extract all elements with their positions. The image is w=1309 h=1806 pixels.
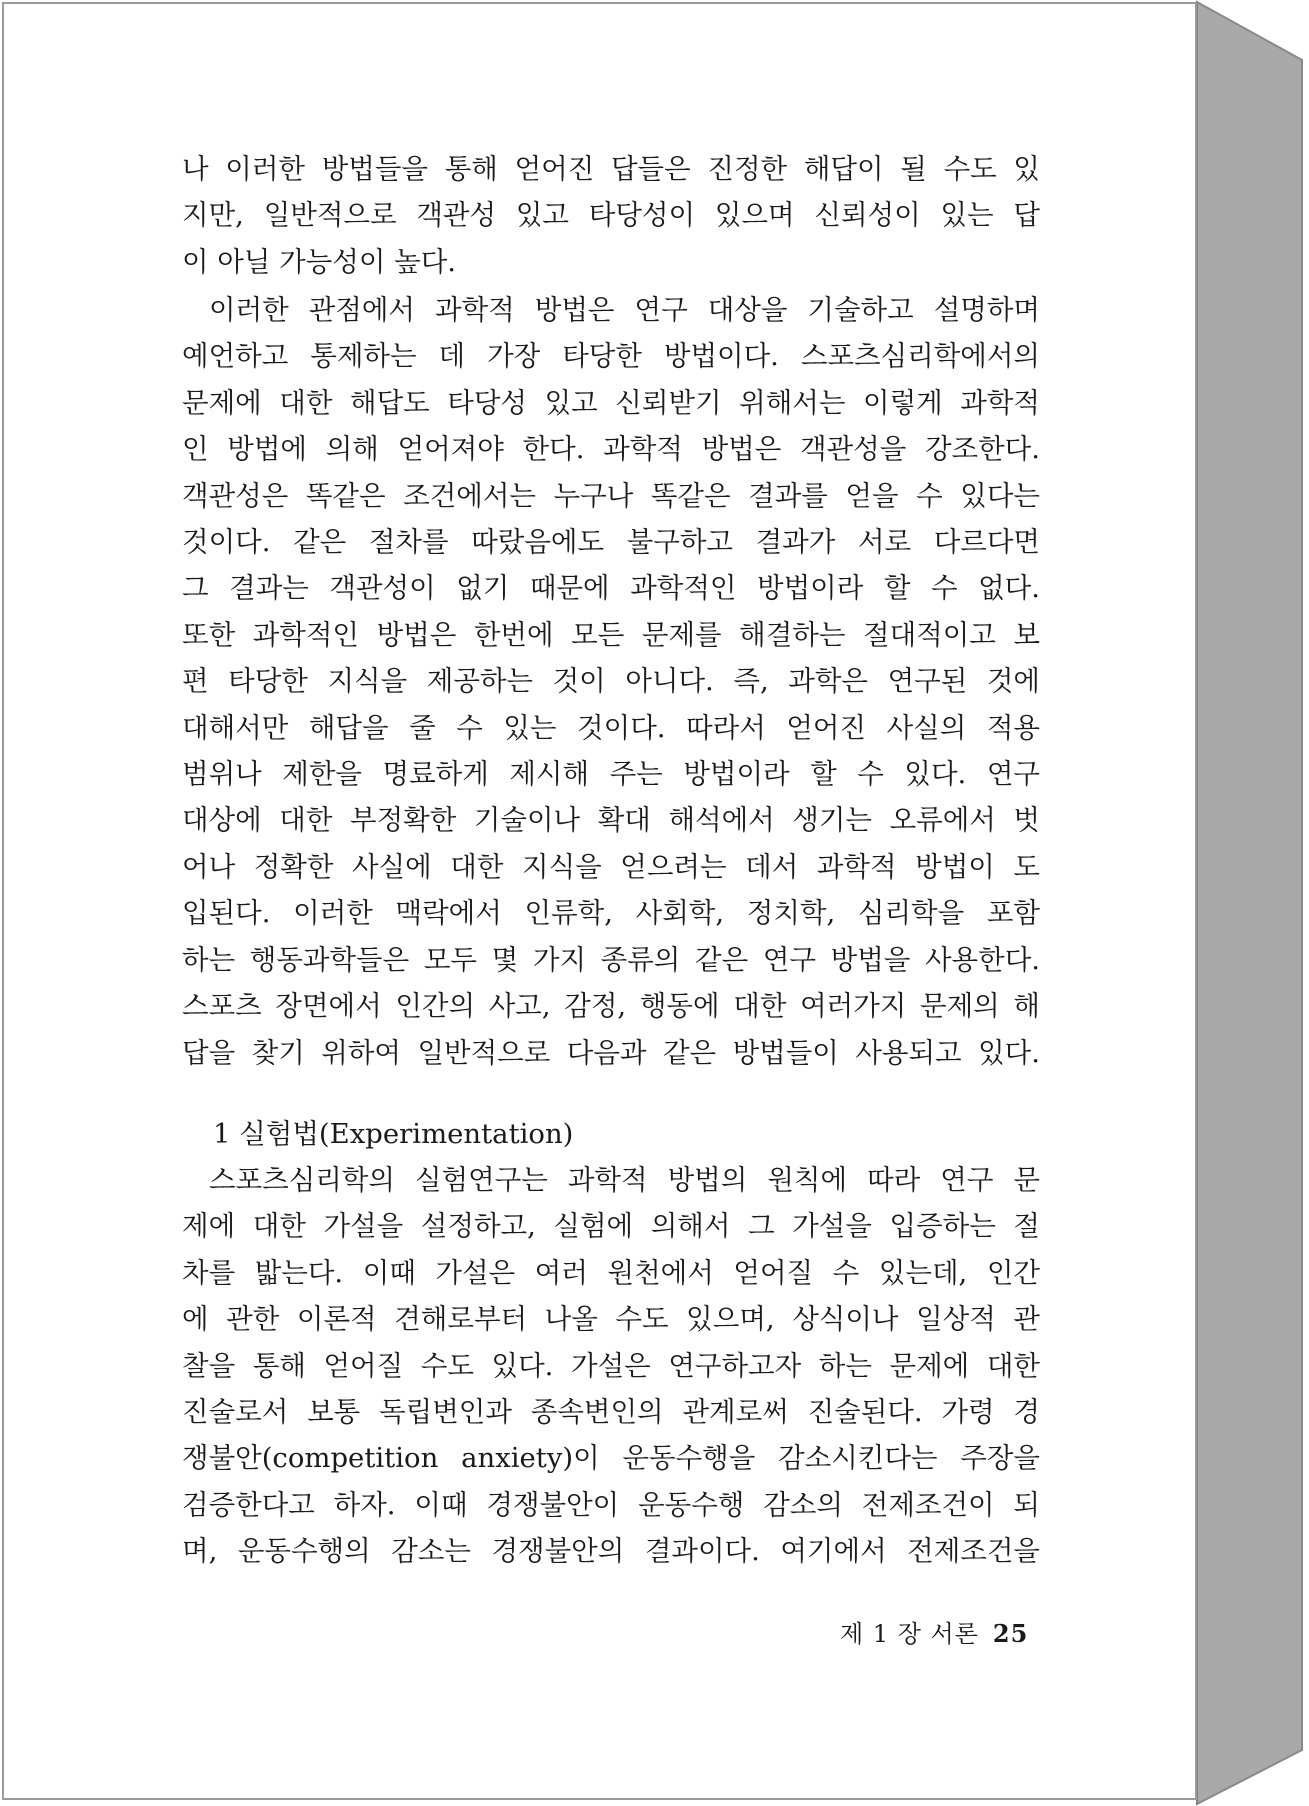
text-line: 나 이러한 방법들을 통해 얻어진 답들은 진정한 해답이 될 수도 있 — [182, 153, 1040, 185]
chapter-label: 제 1 장 서론 — [840, 1620, 979, 1648]
text-line: 에 관한 이론적 견해로부터 나올 수도 있으며, 상식이나 일상적 관 — [182, 1303, 1040, 1336]
text-line: 편 타당한 지식을 제공하는 것이 아니다. 즉, 과학은 연구된 것에 — [182, 665, 1040, 698]
text-line: 문제에 대한 해답도 타당성 있고 신뢰받기 위해서는 이렇게 과학적 — [182, 386, 1040, 419]
text-line: 객관성은 똑같은 조건에서는 누구나 똑같은 결과를 얻을 수 있다는 — [182, 479, 1040, 512]
page-footer — [840, 1614, 1028, 1649]
text-line: 며, 운동수행의 감소는 경쟁불안의 결과이다. 여기에서 전제조건을 — [182, 1535, 1040, 1568]
page-number: 25 — [992, 1619, 1029, 1648]
section-heading: 1 실험법(Experimentation) — [213, 1118, 574, 1150]
text-line: 예언하고 통제하는 데 가장 타당한 방법이다. 스포츠심리학에서의 — [182, 340, 1040, 373]
text-line: 또한 과학적인 방법은 한번에 모든 문제를 해결하는 절대적이고 보 — [182, 618, 1040, 651]
text-line: 쟁불안(competition anxiety)이 운동수행을 감소시킨다는 주장을 — [182, 1442, 1040, 1475]
paragraph-1 — [182, 146, 1040, 285]
text-line: 어나 정확한 사실에 대한 지식을 얻으려는 데서 과학적 방법이 도 — [182, 850, 1040, 883]
text-line: 이러한 관점에서 과학적 방법은 연구 대상을 기술하고 설명하며 — [209, 294, 1040, 326]
text-line: 찰을 통해 얻어질 수도 있다. 가설은 연구하고자 하는 문제에 대한 — [182, 1349, 1040, 1382]
text-line: 답을 찾기 위하여 일반적으로 다음과 같은 방법들이 사용되고 있다. — [182, 1036, 1040, 1069]
text-line: 지만, 일반적으로 객관성 있고 타당성이 있으며 신뢰성이 있는 답 — [182, 199, 1040, 232]
text-line: 이 아닐 가능성이 높다. — [182, 245, 457, 278]
text-line: 스포츠심리학의 실험연구는 과학적 방법의 원칙에 따라 연구 문 — [209, 1164, 1040, 1196]
text-line: 차를 밟는다. 이때 가설은 여러 원천에서 얻어질 수 있는데, 인간 — [182, 1256, 1040, 1289]
text-line: 입된다. 이러한 맥락에서 인류학, 사회학, 정치학, 심리학을 포함 — [182, 897, 1040, 930]
paragraph-2 — [182, 287, 1040, 1076]
text-line: 그 결과는 객관성이 없기 때문에 과학적인 방법이라 할 수 없다. — [182, 572, 1040, 605]
text-line: 범위나 제한을 명료하게 제시해 주는 방법이라 할 수 있다. 연구 — [182, 758, 1040, 791]
text-line: 대해서만 해답을 줄 수 있는 것이다. 따라서 얻어진 사실의 적용 — [182, 711, 1040, 744]
text-line: 스포츠 장면에서 인간의 사고, 감정, 행동에 대한 여러가지 문제의 해 — [182, 990, 1040, 1023]
text-line: 대상에 대한 부정확한 기술이나 확대 해석에서 생기는 오류에서 벗 — [182, 804, 1040, 837]
paragraph-3 — [182, 1157, 1040, 1575]
text-line: 하는 행동과학들은 모두 몇 가지 종류의 같은 연구 방법을 사용한다. — [182, 943, 1040, 976]
text-line: 제에 대한 가설을 설정하고, 실험에 의해서 그 가설을 입증하는 절 — [182, 1210, 1040, 1243]
text-line: 인 방법에 의해 얻어져야 한다. 과학적 방법은 객관성을 강조한다. — [182, 433, 1040, 466]
text-line: 것이다. 같은 절차를 따랐음에도 불구하고 결과가 서로 다르다면 — [182, 526, 1040, 559]
text-line: 검증한다고 하자. 이때 경쟁불안이 운동수행 감소의 전제조건이 되 — [182, 1488, 1040, 1521]
text-line: 진술로서 보통 독립변인과 종속변인의 관계로써 진술된다. 가령 경 — [182, 1396, 1040, 1429]
